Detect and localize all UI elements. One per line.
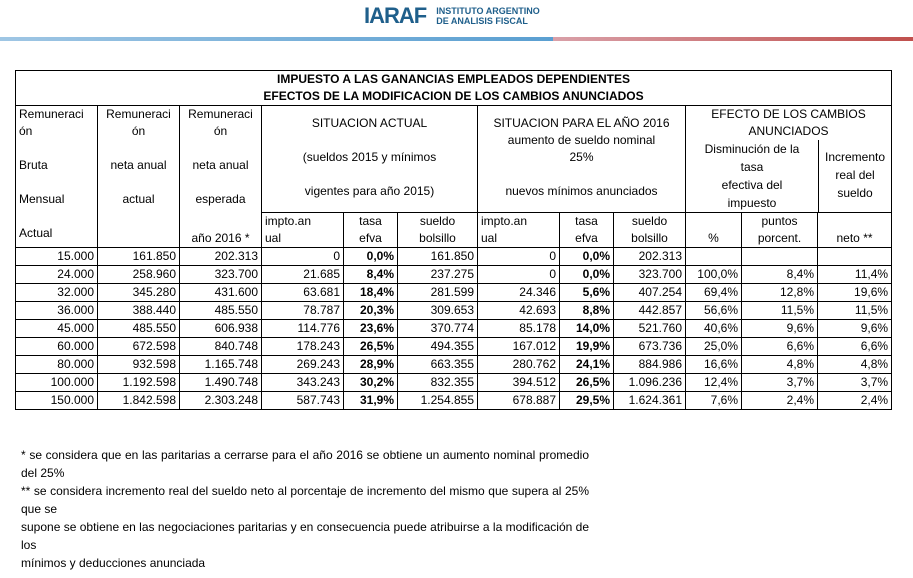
table-cell: 3,7% <box>742 374 818 392</box>
table-cell: 442.857 <box>614 302 686 320</box>
table-cell: 407.254 <box>614 284 686 302</box>
table-cell: 23,6% <box>344 320 398 338</box>
table-cell: 1.624.361 <box>614 392 686 410</box>
table-cell: 69,4% <box>686 284 742 302</box>
table-cell: 9,6% <box>818 320 892 338</box>
header-rule <box>0 37 913 41</box>
table-cell: 388.440 <box>98 302 180 320</box>
table-cell: 80.000 <box>16 356 98 374</box>
table-cell: 343.243 <box>262 374 344 392</box>
table-cell: 394.512 <box>478 374 560 392</box>
footnote-1: * se considera que en las paritarias a cerrarse para el año 2016 se obtiene un aumento nominal promedio del 25% <box>21 448 589 480</box>
table-cell: 42.693 <box>478 302 560 320</box>
table-cell: 485.550 <box>98 320 180 338</box>
footnote-2a: ** se considera incremento real del sueldo neto al porcentaje de incremento del mismo que supera al 25% que se <box>21 484 589 516</box>
table-title-line1: IMPUESTO A LAS GANANCIAS EMPLEADOS DEPENDIENTES <box>277 72 630 86</box>
table-cell: 78.787 <box>262 302 344 320</box>
table-cell: 167.012 <box>478 338 560 356</box>
table-cell: 323.700 <box>614 266 686 284</box>
table-body <box>16 248 892 410</box>
table-cell: 269.243 <box>262 356 344 374</box>
table-cell: 587.743 <box>262 392 344 410</box>
table-cell: 31,9% <box>344 392 398 410</box>
table-cell: 60.000 <box>16 338 98 356</box>
table-cell: 26,5% <box>344 338 398 356</box>
table-cell: 8,8% <box>560 302 614 320</box>
table-cell <box>686 248 742 266</box>
table-cell: 0,0% <box>344 248 398 266</box>
table-row <box>16 338 892 356</box>
table-cell: 40,6% <box>686 320 742 338</box>
table-cell: 16,6% <box>686 356 742 374</box>
table-cell: 12,8% <box>742 284 818 302</box>
table-cell: 6,6% <box>742 338 818 356</box>
header-neta-actual: Remuneraci ón neta anual actual <box>98 106 180 248</box>
table-cell: 100.000 <box>16 374 98 392</box>
table-cell: 840.748 <box>180 338 262 356</box>
table-cell: 36.000 <box>16 302 98 320</box>
ganancias-table <box>15 70 892 410</box>
table-row <box>16 356 892 374</box>
table-cell: 114.776 <box>262 320 344 338</box>
table-header-row <box>16 106 892 213</box>
table-cell: 1.490.748 <box>180 374 262 392</box>
table-cell: 18,4% <box>344 284 398 302</box>
table-title <box>16 71 892 106</box>
table-cell: 237.275 <box>398 266 478 284</box>
table-cell: 281.599 <box>398 284 478 302</box>
logo-text <box>436 6 540 26</box>
table-cell: 45.000 <box>16 320 98 338</box>
table-cell: 150.000 <box>16 392 98 410</box>
subheader-tasa-2016: tasa efva <box>560 213 614 248</box>
table-cell: 673.736 <box>614 338 686 356</box>
header-rule-red <box>553 37 913 41</box>
table-cell: 32.000 <box>16 284 98 302</box>
table-title-row <box>16 71 892 106</box>
table-cell: 11,5% <box>742 302 818 320</box>
subheader-impto-2016: impto.an ual <box>478 213 560 248</box>
table-cell: 1.096.236 <box>614 374 686 392</box>
subheader-pct: % <box>686 213 742 248</box>
table-cell: 178.243 <box>262 338 344 356</box>
header-incremento-real: Incremento real del sueldo <box>818 140 891 212</box>
table-cell: 6,6% <box>818 338 892 356</box>
table-cell: 30,2% <box>344 374 398 392</box>
table-cell: 202.313 <box>614 248 686 266</box>
table-cell: 4,8% <box>742 356 818 374</box>
table-cell: 8,4% <box>344 266 398 284</box>
table-row <box>16 374 892 392</box>
table-row <box>16 392 892 410</box>
table-cell: 678.887 <box>478 392 560 410</box>
header-disminucion-tasa: Disminución de la tasa efectiva del impuesto <box>704 142 800 210</box>
page-header <box>0 0 913 46</box>
table-cell: 4,8% <box>818 356 892 374</box>
table-cell: 932.598 <box>98 356 180 374</box>
table-cell: 0 <box>478 266 560 284</box>
table-cell: 606.938 <box>180 320 262 338</box>
table-cell: 14,0% <box>560 320 614 338</box>
logo-mark: IARAF <box>364 3 427 28</box>
table-cell: 3,7% <box>818 374 892 392</box>
table-cell: 832.355 <box>398 374 478 392</box>
table-cell: 280.762 <box>478 356 560 374</box>
table-cell: 19,9% <box>560 338 614 356</box>
table-cell: 11,5% <box>818 302 892 320</box>
subheader-sueldo-actual: sueldo bolsillo <box>398 213 478 248</box>
table-cell: 494.355 <box>398 338 478 356</box>
subheader-tasa-actual: tasa efva <box>344 213 398 248</box>
table-row <box>16 320 892 338</box>
table-cell: 1.165.748 <box>180 356 262 374</box>
header-neta-esperada-year: año 2016 * <box>191 231 250 245</box>
header-efecto-sub <box>686 140 891 212</box>
table-cell: 1.842.598 <box>98 392 180 410</box>
table-cell: 24.346 <box>478 284 560 302</box>
table-cell: 161.850 <box>398 248 478 266</box>
header-rule-blue <box>0 37 553 41</box>
table-cell: 24,1% <box>560 356 614 374</box>
footnotes <box>21 446 589 572</box>
table-cell: 0,0% <box>560 248 614 266</box>
table-cell <box>742 248 818 266</box>
table-cell: 0,0% <box>560 266 614 284</box>
table-cell: 521.760 <box>614 320 686 338</box>
table-cell: 56,6% <box>686 302 742 320</box>
table-cell: 29,5% <box>560 392 614 410</box>
table-cell: 1.192.598 <box>98 374 180 392</box>
logo-text-line1: INSTITUTO ARGENTINO <box>436 6 540 16</box>
table-cell: 7,6% <box>686 392 742 410</box>
table-cell: 202.313 <box>180 248 262 266</box>
table-cell: 431.600 <box>180 284 262 302</box>
header-neta-esperada <box>180 106 262 248</box>
subheader-impto-actual: impto.an ual <box>262 213 344 248</box>
table-cell: 884.986 <box>614 356 686 374</box>
logo-text-line2: DE ANALISIS FISCAL <box>436 16 528 26</box>
table-row <box>16 302 892 320</box>
table-cell: 24.000 <box>16 266 98 284</box>
table-cell: 2,4% <box>818 392 892 410</box>
header-efecto-title: EFECTO DE LOS CAMBIOS ANUNCIADOS <box>711 107 866 138</box>
header-situacion-actual: SITUACION ACTUAL (sueldos 2015 y mínimos vigentes para año 2015) <box>262 106 478 213</box>
table-cell: 2,4% <box>742 392 818 410</box>
table-cell: 2.303.248 <box>180 392 262 410</box>
table-cell: 15.000 <box>16 248 98 266</box>
table-row <box>16 248 892 266</box>
table-cell: 309.653 <box>398 302 478 320</box>
table-cell <box>818 248 892 266</box>
table-cell: 25,0% <box>686 338 742 356</box>
header-situacion-2016: SITUACION PARA EL AÑO 2016 aumento de sueldo nominal 25% nuevos mínimos anunciados <box>478 106 686 213</box>
table-cell: 63.681 <box>262 284 344 302</box>
subheader-neto: neto ** <box>818 213 892 248</box>
table-cell: 12,4% <box>686 374 742 392</box>
footnote-2b: supone se obtiene en las negociaciones paritarias y en consecuencia puede atribuirse a la modificación de los <box>21 520 589 552</box>
table-cell: 485.550 <box>180 302 262 320</box>
table-cell: 323.700 <box>180 266 262 284</box>
table-cell: 0 <box>478 248 560 266</box>
subheader-puntos: puntos porcent. <box>742 213 818 248</box>
header-efecto <box>686 106 892 213</box>
table-cell: 345.280 <box>98 284 180 302</box>
table-cell: 258.960 <box>98 266 180 284</box>
table-cell: 26,5% <box>560 374 614 392</box>
table-row <box>16 266 892 284</box>
footnote-2c: mínimos y deducciones anunciada <box>21 556 206 570</box>
table-cell: 20,3% <box>344 302 398 320</box>
table-cell: 11,4% <box>818 266 892 284</box>
iaraf-logo <box>364 4 540 28</box>
table-cell: 161.850 <box>98 248 180 266</box>
table-cell: 663.355 <box>398 356 478 374</box>
header-remuneracion-bruta: Remuneraci ón Bruta Mensual Actual <box>16 106 98 248</box>
table-cell: 21.685 <box>262 266 344 284</box>
table-cell: 370.774 <box>398 320 478 338</box>
table-cell: 85.178 <box>478 320 560 338</box>
table-title-line2: EFECTOS DE LA MODIFICACION DE LOS CAMBIOS ANUNCIADOS <box>263 89 644 103</box>
table-row <box>16 284 892 302</box>
header-neta-esperada-text: Remuneraci ón neta anual esperada <box>188 107 253 206</box>
table-cell: 0 <box>262 248 344 266</box>
table-cell: 8,4% <box>742 266 818 284</box>
table-cell: 100,0% <box>686 266 742 284</box>
table-cell: 9,6% <box>742 320 818 338</box>
table-cell: 19,6% <box>818 284 892 302</box>
subheader-sueldo-2016: sueldo bolsillo <box>614 213 686 248</box>
table-cell: 1.254.855 <box>398 392 478 410</box>
table-cell: 672.598 <box>98 338 180 356</box>
table-cell: 5,6% <box>560 284 614 302</box>
table-cell: 28,9% <box>344 356 398 374</box>
